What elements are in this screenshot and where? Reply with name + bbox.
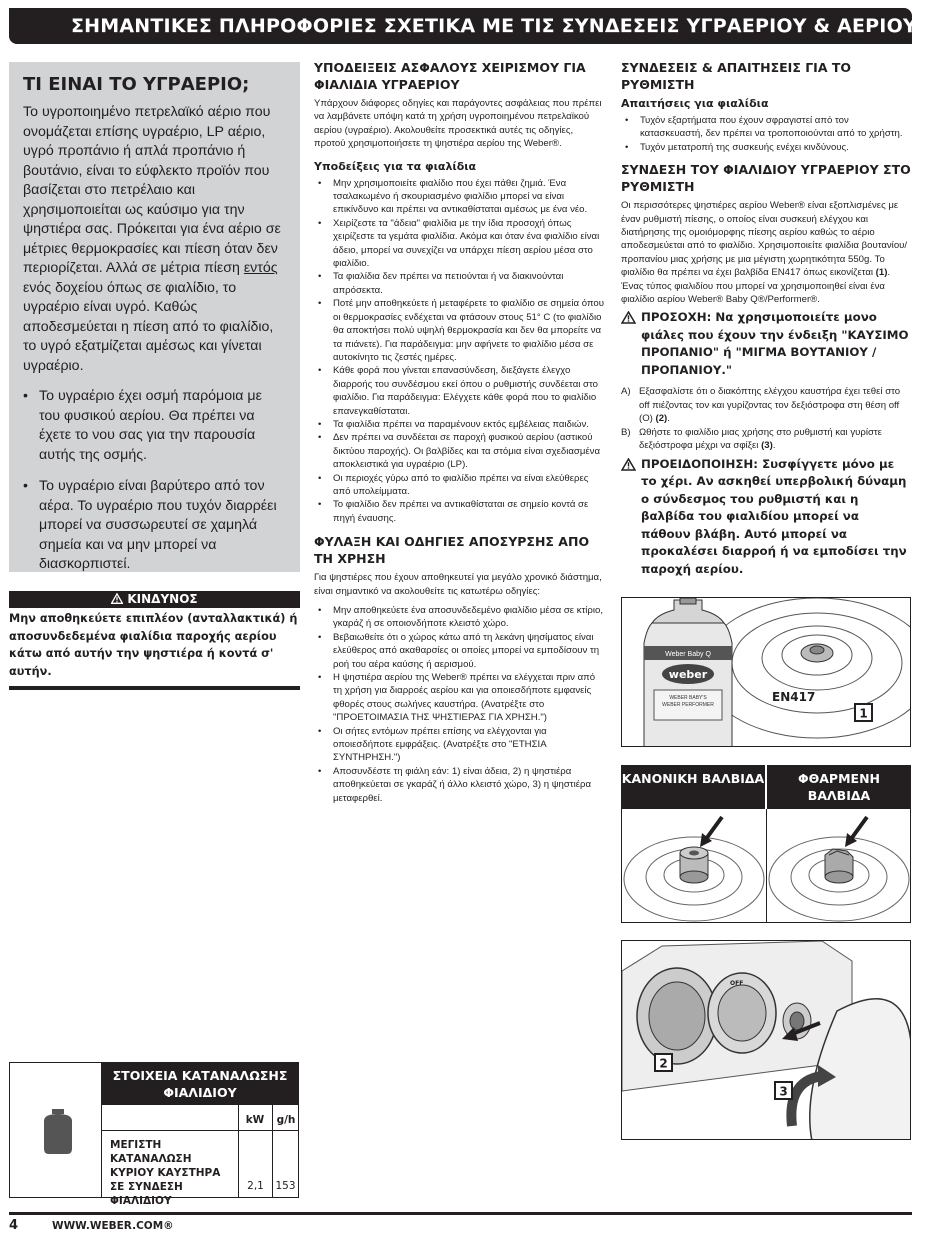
unit-gh: g/h	[276, 1114, 296, 1126]
lp-bullet-list	[23, 387, 286, 575]
figure-number-3: 3	[779, 1084, 788, 1099]
list-item: • Το υγραέριο έχει οσμή παρόμοια με του φυσικού αερίου. Θα πρέπει να έχετε το νου σας για την παρουσία αυτής της οσμής.	[23, 387, 286, 465]
knob-off-label: OFF	[730, 980, 744, 987]
list-item: • Κάθε φορά που γίνεται επανασύνδεση, διεξάγετε έλεγχο διαρροής του συνδέσμου εκεί όπου ο ρυθμιστής συνδέεται στο φιαλίδιο. Για παράδειγμα: Ελέγχετε κάθε φορά που το φιαλίδιο επανεγκαθίσταται.	[314, 364, 604, 418]
footer-divider	[9, 1212, 912, 1215]
attach-title: ΣΥΝΔΕΣΗ ΤΟΥ ΦΙΑΛΙΔΙΟΥ ΥΓΡΑΕΡΙΟΥ ΣΤΟ ΡΥΘΜΙΣΤΗ	[621, 162, 911, 195]
list-item: B) Ωθήστε το φιαλίδιο μιας χρήσης στο ρυθμιστή και γυρίστε δεξιόστροφα μέχρι να σφίξει (3).	[621, 426, 882, 452]
requirements-title: Απαιτήσεις για φιαλίδια	[621, 97, 769, 110]
safety-intro: Υπάρχουν διάφορες οδηγίες και παράγοντες ασφάλειας που πρέπει να λαμβάνετε υπόψη κατά τη χρήση υγροποιημένου πετρελαϊκού αερίου (υγραέριο). Ακολουθείτε προσεκτικά αυτές τις οδηγίες, προτού χρησιμοποιήσετε τη ψηστιέρα αερίου της Weber®.	[314, 98, 602, 150]
consumption-row-label: ΜΕΓΙΣΤΗ ΚΑΤΑΝΑΛΩΣΗ ΚΥΡΙΟΥ ΚΑΥΣΤΗΡΑ ΣΕ ΣΥΝΔΕΣΗ ΦΙΑΛΙΔΙΟΥ	[110, 1139, 221, 1207]
consumption-title: ΣΤΟΙΧΕΙΑ ΚΑΤΑΝΑΛΩΣΗΣ ΦΙΑΛΙΔΙΟΥ	[102, 1063, 298, 1105]
cylinder-icon-cell	[10, 1063, 102, 1197]
list-item: • Οι περιοχές γύρω από το φιαλίδιο πρέπει να είναι ελεύθερες από υπολείμματα.	[314, 472, 604, 499]
figure-number-2: 2	[659, 1056, 668, 1071]
list-item: • Χειρίζεστε τα "άδεια" φιαλίδια με την ίδια προσοχή όπως χειρίζεστε τα γεμάτα φιαλίδια. Ακόμα και όταν ένα φιαλίδιο είναι άδειο, μπορεί να συνεχίζει να υπάρχει πίεση αερίου μέσα στο φιαλίδιο.	[314, 217, 604, 271]
list-item: A) Εξασφαλίστε ότι ο διακόπτης ελέγχου καυστήρα έχει τεθεί στο off πιέζοντας τον και γυρίζοντας τον δεξιόστροφα στη θέση off (O) (2).	[621, 386, 901, 425]
figure-en417-cylinder	[621, 597, 911, 747]
tips-list	[314, 177, 604, 526]
value-kw: 2,1	[247, 1180, 264, 1192]
unit-kw: kW	[245, 1114, 265, 1126]
list-item: • Τα φιαλίδια πρέπει να παραμένουν εκτός εμβέλειας παιδιών.	[314, 418, 604, 431]
danger-text: Μην αποθηκεύετε επιπλέον (ανταλλακτικά) ή αποσυνδεδεμένα φιαλίδια παροχής αερίου κάτω από αυτήν την ψηστιέρα ή κοντά σ' αυτήν.	[9, 612, 298, 678]
storage-list	[314, 604, 604, 805]
warning-notice: ΠΡΟΕΙΔΟΠΟΙΗΣΗ: Συσφίγγετε μόνο με το χέρι. Αν ασκηθεί υπερβολική δύναμη ο σύνδεσμος του ρυθμιστή και η βαλβίδα του φιαλιδίου μπορεί να πάθουν βλάβη. Αυτό μπορεί να προκαλέσει διαρροή ή να εμποδίσει την παροχή αερίου.	[621, 456, 911, 579]
lp-paragraph: Το υγροποιημένο πετρελαϊκό αέριο που ονομάζεται επίσης υγραέριο, LP αέριο, υγρό προπάνιο ή απλά προπάνιο ή βουτάνιο, είναι το εύφλεκτο προϊόν που βασίζεται στο πετρέλαιο και χρησιμοποιείται ως καύσιμο για την ψηστιέρα σας. Πρόκειται για ένα αέριο σε μέτριες θερμοκρασίες και πίεση όταν δεν περιορίζεται. Αλλά σε μέτρια πίεση εντός ενός δοχείου όπως σε φιαλίδιο, το υγραέριο είναι υγρό. Καθώς αποδεσμεύεται η πίεση από το φιαλίδιο, το υγρό εξατμίζεται αμέσως και γίνεται υγραέριο.	[23, 104, 281, 374]
storage-title: ΦΥΛΑΞΗ ΚΑΙ ΟΔΗΓΙΕΣ ΑΠΟΣΥΡΣΗΣ ΑΠΟ ΤΗ ΧΡΗΣΗ	[314, 534, 590, 567]
regulator-illustration	[622, 941, 911, 1140]
normal-valve-image	[622, 809, 767, 922]
footer-url: WWW.WEBER.COM®	[52, 1220, 174, 1232]
caution-notice: ΠΡΟΣΟΧΗ: Να χρησιμοποιείτε μονο φιάλες που έχουν την ένδειξη "ΚΑΥΣΙΜΟ ΠΡΟΠΑΝΙΟ" ή "ΜΙΓΜΑ ΒΟΥΤΑΝΙΟΥ / ΠΡΟΠΑΝΙΟΥ."	[621, 309, 911, 379]
warning-triangle-icon	[111, 593, 123, 604]
list-item: • Τα φιαλίδια δεν πρέπει να πετιούνται ή να διακινούνται απρόσεκτα.	[314, 270, 604, 297]
requirements-list	[621, 114, 911, 154]
lp-title: ΤΙ ΕΙΝΑΙ ΤΟ ΥΓΡΑΕΡΙΟ;	[23, 74, 250, 95]
can-label-line: WEBER PERFORMER	[662, 702, 714, 708]
figure-number-1: 1	[859, 706, 868, 721]
safety-column	[314, 59, 604, 805]
can-brand-logo: weber	[668, 668, 708, 681]
storage-intro: Για ψηστιέρες που έχουν αποθηκευτεί για μεγάλο χρονικό διάστημα, είναι σημαντικό να ακολουθείτε τις κατωτέρω οδηγίες:	[314, 572, 602, 597]
list-item: • Οι σήτες εντόμων πρέπει επίσης να ελέγχονται για οποιεσδήποτε εμφράξεις. (Ανατρέξτε στο "ΕΤΗΣΙΑ ΣΥΝΤΗΡΗΣΗ.")	[314, 725, 604, 765]
list-item: • Μην αποθηκεύετε ένα αποσυνδεδεμένο φιαλίδιο μέσα σε κτίριο, γκαράζ ή σε οποιονδήποτε κλειστό χώρο.	[314, 604, 604, 631]
list-item: • Δεν πρέπει να συνδέεται σε παροχή φυσικού αερίου (αστικού δικτύου παροχής). Οι βαλβίδες και τα στόμια είναι σχεδιασμένα αποκλειστικά για υγραέριο (LP).	[314, 431, 604, 471]
steps-list	[621, 385, 911, 452]
gas-cylinder-icon	[40, 1109, 76, 1155]
list-item: • Το φιαλίδιο δεν πρέπει να αντικαθίσταται σε σημείο κοντά σε πηγή έναυσης.	[314, 498, 604, 525]
warning-triangle-icon	[621, 458, 636, 471]
connection-column	[621, 59, 911, 578]
value-gh: 153	[275, 1180, 296, 1192]
connection-title: ΣΥΝΔΕΣΕΙΣ & ΑΠΑΙΤΗΣΕΙΣ ΓΙΑ ΤΟ ΡΥΘΜΙΣΤΗ	[621, 60, 851, 92]
en417-label: EN417	[772, 690, 816, 704]
list-item: • Ποτέ μην αποθηκεύετε ή μεταφέρετε το φιαλίδιο σε σημεία όπου οι θερμοκρασίες ενδέχεται να φτάσουν στους 51° C (το φιαλίδιο θα αποκτήσει πολύ υψηλή θερμοκρασία και δεν θα μπορείτε να τα πιάνετε). Για παράδειγμα: μην αφήνετε το φιαλίδιο μέσα σε αυτοκίνητο τις ζεστές ημέρες.	[314, 297, 604, 364]
list-item: • Μην χρησιμοποιείτε φιαλίδιο που έχει πάθει ζημιά. Ένα τσαλακωμένο ή σκουριασμένο φιαλίδιο μπορεί να είναι επικίνδυνο και πρέπει να αντικαθίσταται αμέσως με ένα νέο.	[314, 177, 604, 217]
can-label-line: WEBER BABY'S	[669, 695, 707, 701]
valve-comparison-header	[621, 765, 911, 809]
page-number: 4	[9, 1218, 19, 1233]
lp-info-box	[9, 62, 300, 572]
figure-regulator-connection	[621, 940, 911, 1140]
tips-title: Υποδείξεις για τα φιαλίδια	[314, 159, 477, 173]
page-banner-title: ΣΗΜΑΝΤΙΚΕΣ ΠΛΗΡΟΦΟΡΙΕΣ ΣΧΕΤΙΚΑ ΜΕ ΤΙΣ ΣΥΝΔΕΣΕΙΣ ΥΓΡΑΕΡΙΟΥ & ΑΕΡΙΟΥ	[9, 8, 912, 44]
list-item: • Αποσυνδέστε τη φιάλη εάν: 1) είναι άδεια, 2) η ψηστιέρα αποθηκεύεται σε γκαράζ ή άλλο κλειστό χώρο, 3) η ψηστιέρα μεταφερθεί.	[314, 765, 604, 805]
list-item: • Τυχόν εξαρτήματα που έχουν σφραγιστεί από τον κατασκευαστή, δεν πρέπει να τροποποιούνται από το χρήστη.	[621, 114, 911, 141]
cylinder-illustration	[622, 598, 911, 747]
danger-header: ΚΙΝΔΥΝΟΣ	[9, 591, 300, 608]
valve-comparison-images	[621, 809, 911, 923]
warning-triangle-icon	[621, 311, 636, 324]
list-item: • Η ψηστιέρα αερίου της Weber® πρέπει να ελέγχεται πριν από τη χρήση για διαρροές αερίου και για οποιεσδήποτε εμφανείς φθορές στους σωλήνες καυστήρα. (Ανατρέξτε στο "ΠΡΟΕΤΟΙΜΑΣΙΑ ΤΗΣ ΨΗΣΤΙΕΡΑΣ ΓΙΑ ΧΡΗΣΗ.")	[314, 671, 604, 725]
damaged-valve-image	[767, 809, 911, 922]
list-item: • Τυχόν μετατροπή της συσκευής ενέχει κινδύνους.	[621, 141, 911, 154]
attach-paragraph: Οι περισσότερες ψηστιέρες αερίου Weber® είναι εξοπλισμένες με έναν ρυθμιστή πίεσης, ο οποίος είναι συσκευή ελέγχου και διατήρησης της ομοιόμορφης πίεσης αερίου καθώς το αέριο αποδεσμεύεται από το φιαλίδιο. Χρησιμοποιείτε φιαλίδια βουτανίου/ προπανίου μιας χρήσης με μια μέγιστη χωρητικότητα 550g. Το φιαλίδιο θα πρέπει να έχει βαλβίδα EN417 όπως εικονίζεται (1). Ένας τύπος φιαλιδίου που μπορεί να χρησιμοποιηθεί είναι ένα φιαλίδιο αερίου Weber® Baby Q®/Performer®.	[621, 200, 908, 306]
danger-divider	[9, 686, 300, 690]
consumption-table	[9, 1062, 299, 1207]
can-label-line: Weber Baby Q	[665, 651, 711, 658]
consumption-units-row	[102, 1105, 298, 1131]
safety-title: ΥΠΟΔΕΙΞΕΙΣ ΑΣΦΑΛΟΥΣ ΧΕΙΡΙΣΜΟΥ ΓΙΑ ΦΙΑΛΙΔΙΑ ΥΓΡΑΕΡΙΟΥ	[314, 60, 586, 92]
normal-valve-label: ΚΑΝΟΝΙΚΗ ΒΑΛΒΙΔΑ	[621, 765, 767, 809]
damaged-valve-label: ΦΘΑΡΜΕΝΗ ΒΑΛΒΙΔΑ	[798, 771, 880, 803]
list-item: • Βεβαιωθείτε ότι ο χώρος κάτω από τη λεκάνη ψησίματος είναι ελεύθερος από ακαθαρσίες οι οποίες μπορεί να εμποδίσουν τη ροή του αέρα καύσης ή αερισμού.	[314, 631, 604, 671]
list-item: • Το υγραέριο είναι βαρύτερο από τον αέρα. Το υγραέριο που τυχόν διαρρέει μπορεί να συσσωρευτεί σε χαμηλά σημεία και να μην μπορεί να διασκορπιστεί.	[23, 477, 286, 575]
